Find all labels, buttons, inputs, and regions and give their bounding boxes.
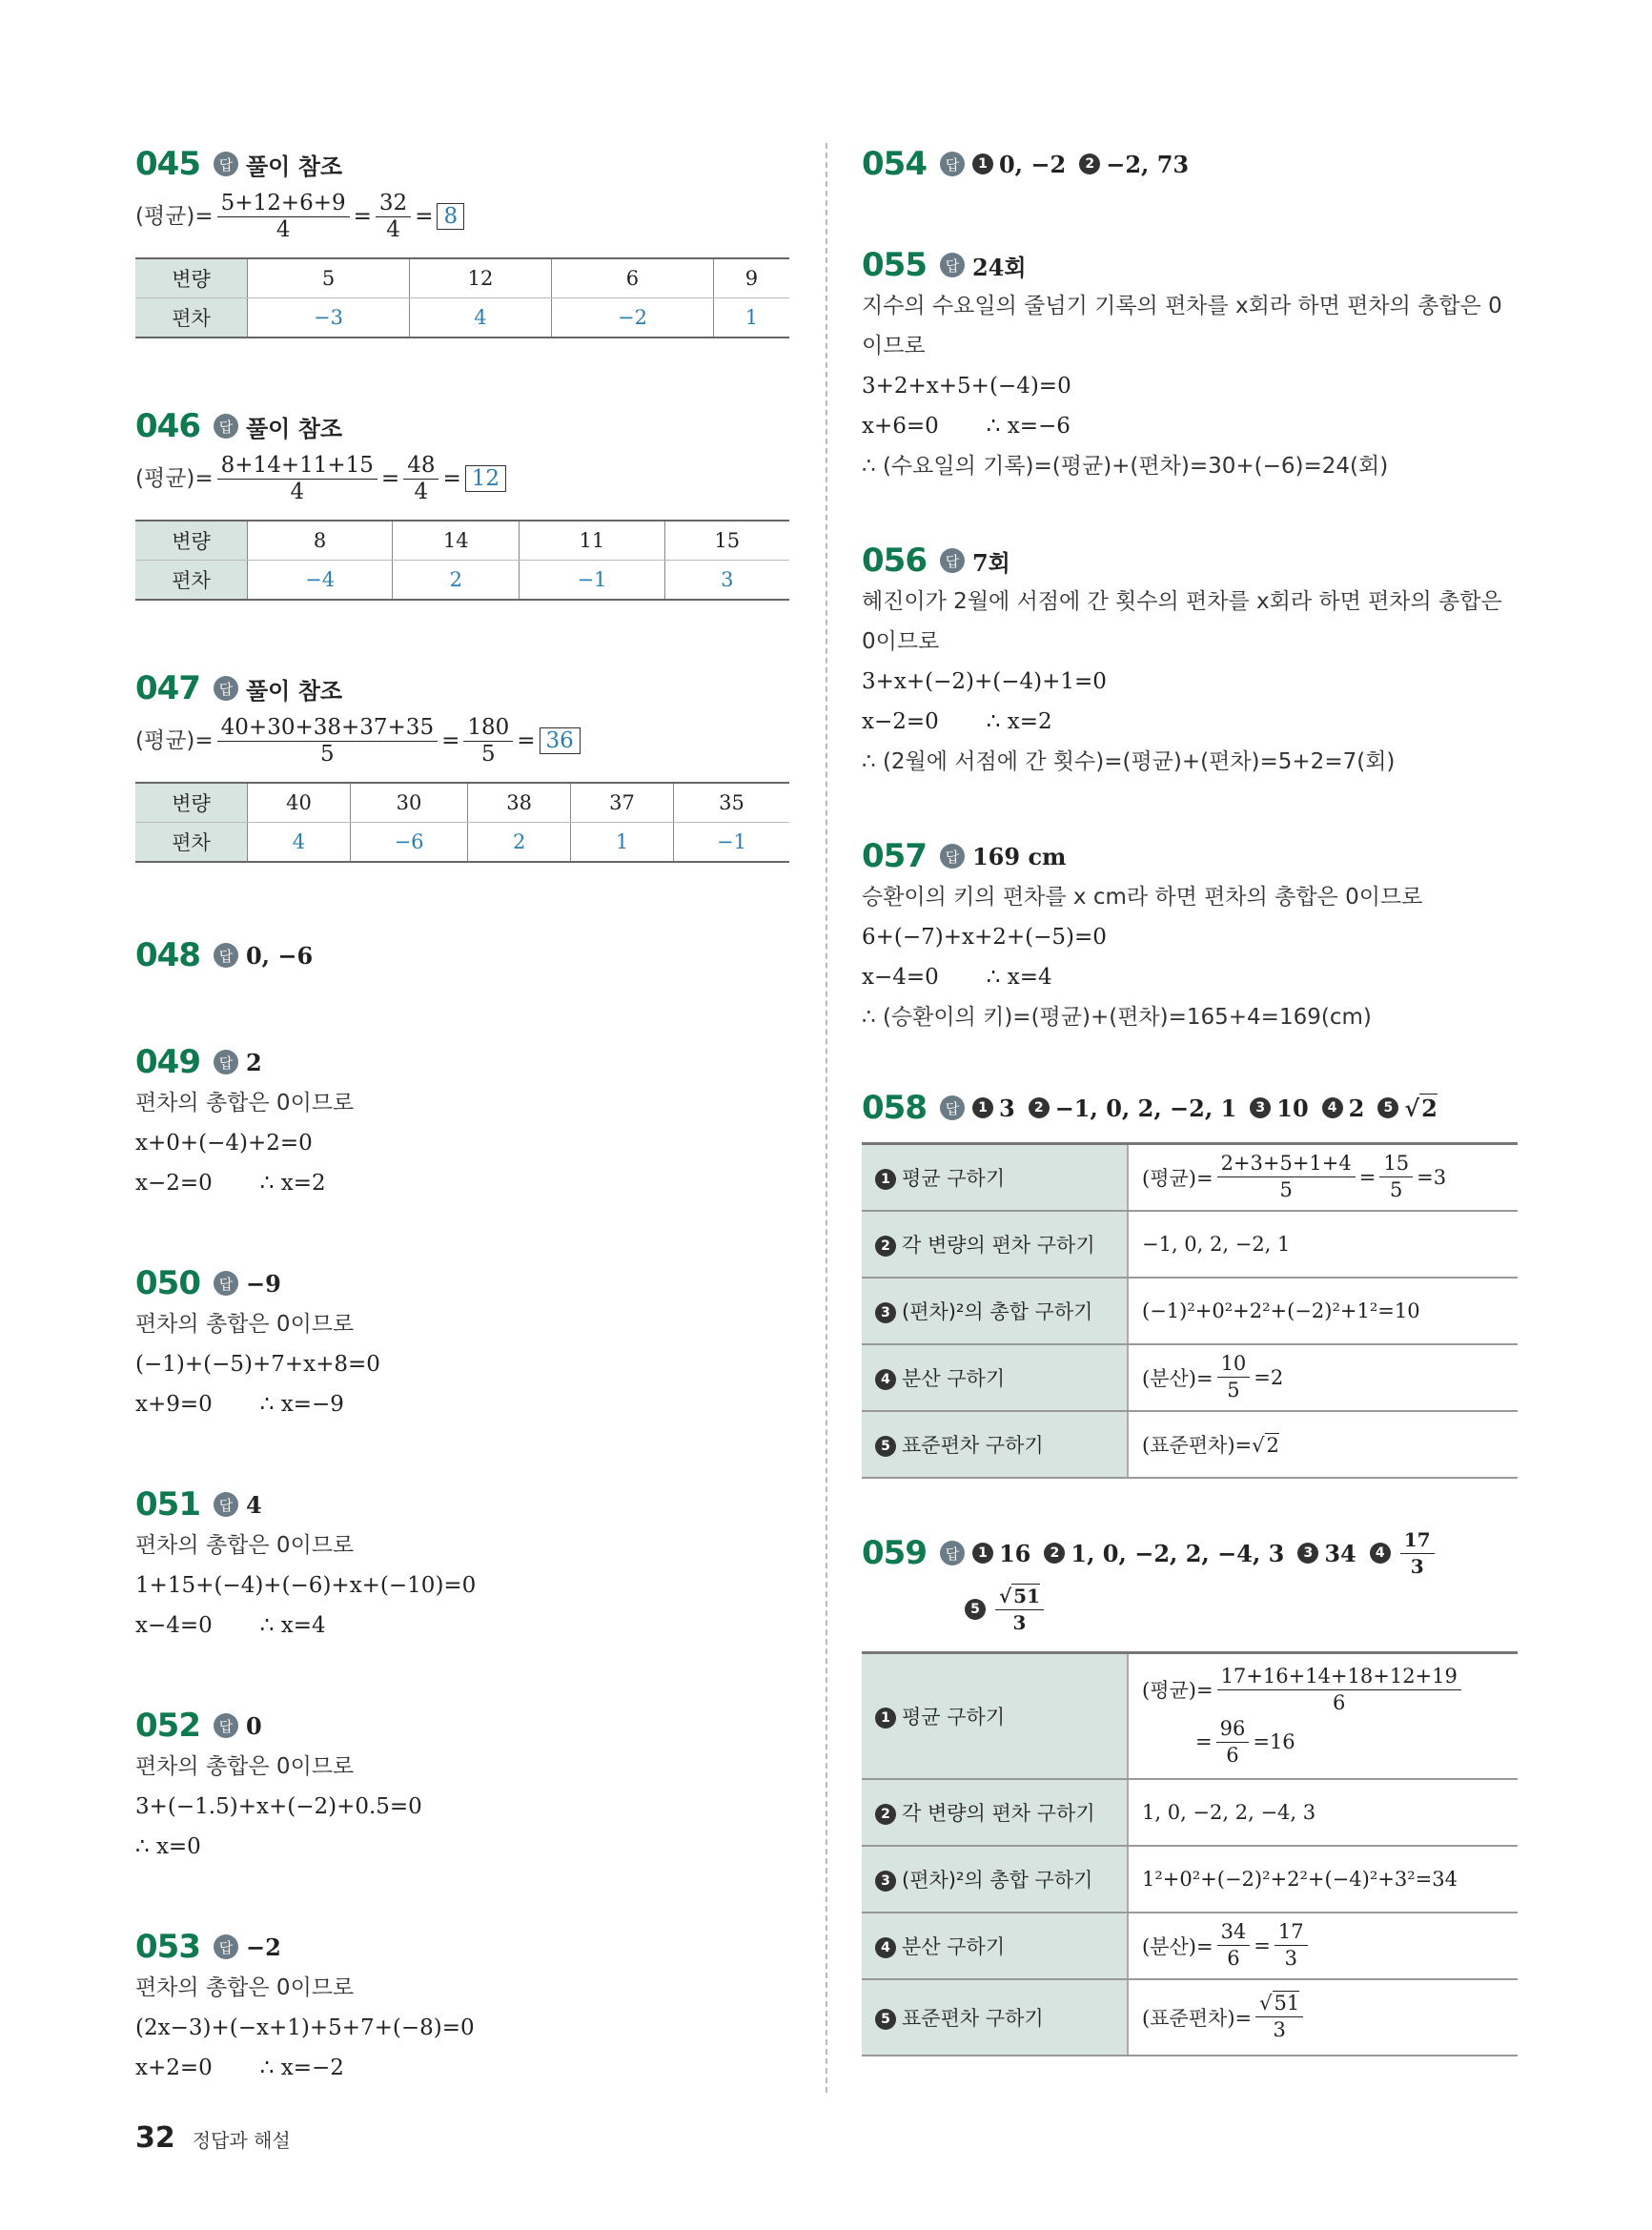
answer: 풀이 참조 — [245, 415, 343, 442]
answer: −9 — [245, 1269, 281, 1298]
problem-number: 048 — [135, 936, 200, 974]
solution-steps-table: 1 평균 구하기 (평균)= $\frac{17+16+14+18+12+19}{6}$ = $\frac{96}{6}$ =16 2 각 변량의 편차 구하기 1, 0, −2, 2, −4, 3 3 (편차)²의 총합 구하기 1²+0²+(−2)²+2²+(−4)²+3²=34 4 분산 구하기 (분산)= $\frac{34}{6}$ = $\frac{17}{3}$ 5 표준편차 구하기 (표준편차)= $\frac{√51}{3}$ — [862, 1651, 1518, 2056]
page-footer — [135, 2121, 291, 2155]
answer-badge: 답 — [214, 1713, 238, 1738]
solution-steps-table: 1 평균 구하기 (평균)= $\frac{2+3+5+1+4}{5}$ = $\frac{15}{5}$ =3 2 각 변량의 편차 구하기 −1, 0, 2, −2, 1 3 (편차)²의 총합 구하기 (−1)²+0²+2²+(−2)²+1²=10 4 분산 구하기 (분산)= $\frac{10}{5}$ =2 5 표준편차 구하기 (표준편차)=√2 — [862, 1142, 1518, 1479]
problem-053: 053 답 −2 편차의 총합은 0이므로 (2x−3)+(−x+1)+5+7+(−8)=0 x+2=0 ∴ x=−2 — [135, 1928, 475, 2080]
answer-badge: 답 — [940, 844, 965, 869]
problem-047 — [135, 667, 789, 863]
problem-number: 059 — [862, 1534, 927, 1572]
problem-059: 059 답 1 16 2 1, 0, −2, 2, −4, 3 3 34 4 $\frac{17}{3}$ 5 $\frac{√ 51}{3}$ 1 평균 구하기 (평균)= $\frac{17+16+14+18+12+19}{6}$ = $\frac{96}{6}$ =16 2 각 변량의 편차 구하기 1, 0, −2, 2, −4, 3 3 (편차)²의 총합 구하기 1²+0²+(−2)²+2²+(−4)²+3²=34 4 분산 구하기 (분산)= $\frac{34}{6}$ = $\frac{17}{3}$ 5 표준편차 구하기 (표준편차)= $\frac{√51}{3}$ — [862, 1525, 1518, 2056]
boxed-answer: 36 — [540, 727, 581, 754]
deviation-table: 변량 5 12 6 9 편차 −3 4 −2 1 — [135, 257, 789, 338]
fraction: $\frac{40+30+38+37+35}{5}$ — [217, 715, 438, 767]
problem-058: 058 답 1 3 2 −1, 0, 2, −2, 1 3 10 4 2 5 √2 1 평균 구하기 (평균)= $\frac{2+3+5+1+4}{5}$ = $\frac{15}{5}$ =3 2 각 변량의 편차 구하기 −1, 0, 2, −2, 1 3 (편차)²의 총합 구하기 (−1)²+0²+2²+(−2)²+1²=10 4 분산 구하기 (분산)= $\frac{10}{5}$ =2 5 표준편차 구하기 (표준편차)=√2 — [862, 1087, 1518, 1479]
answer: 24회 — [971, 253, 1027, 281]
answer: 2 — [245, 1048, 262, 1076]
problem-049: 049 답 2 편차의 총합은 0이므로 x+0+(−4)+2=0 x−2=0 ∴ x=2 — [135, 1043, 355, 1196]
problem-050: 050 답 −9 편차의 총합은 0이므로 (−1)+(−5)+7+x+8=0 x+9=0 ∴ x=−9 — [135, 1264, 380, 1417]
problem-number: 055 — [862, 246, 927, 284]
problem-048 — [135, 934, 789, 976]
page-number: 32 — [135, 2121, 175, 2155]
problem-number: 058 — [862, 1089, 927, 1127]
problem-051: 051 답 4 편차의 총합은 0이므로 1+15+(−4)+(−6)+x+(−10)=0 x−4=0 ∴ x=4 — [135, 1485, 477, 1638]
answer: 풀이 참조 — [245, 153, 343, 180]
answer-badge: 답 — [940, 152, 965, 176]
answer: 0 — [245, 1711, 262, 1740]
problem-number: 049 — [135, 1043, 200, 1081]
problem-number: 054 — [862, 145, 927, 183]
column-divider — [826, 143, 827, 2093]
answer-badge: 답 — [214, 1050, 238, 1074]
problem-057: 057 답 169 cm 승환이의 키의 편차를 x cm라 하면 편차의 총합은 0이므로 6+(−7)+x+2+(−5)=0 x−4=0 ∴ x=4 ∴ (승환이의 키)=(평균)+(편차)=165+4=169(cm) — [862, 837, 1423, 1030]
deviation-table: 변량 8 14 11 15 편차 −4 2 −1 3 — [135, 520, 789, 601]
problem-056: 056 답 7회 혜진이가 2월에 서점에 간 횟수의 편차를 x회라 하면 편차의 총합은 0이므로 3+x+(−2)+(−4)+1=0 x−2=0 ∴ x=2 ∴ (2월에 서점에 간 횟수)=(평균)+(편차)=5+2=7(회) — [862, 542, 1502, 774]
boxed-answer: 12 — [465, 465, 506, 492]
problem-number: 057 — [862, 837, 927, 875]
problem-number: 050 — [135, 1264, 200, 1302]
mean-formula: (평균)= $\frac{40+30+38+37+35}{5}$ = $\frac{180}{5}$ = 36 — [135, 709, 789, 772]
answer-badge: 답 — [214, 152, 238, 176]
answer: 0, −6 — [245, 941, 314, 970]
answer-badge: 답 — [214, 676, 238, 701]
problem-number: 051 — [135, 1485, 200, 1524]
problem-number: 045 — [135, 145, 200, 183]
problem-number: 046 — [135, 407, 200, 445]
fraction: $\frac{32}{4}$ — [376, 191, 411, 243]
answer: 169 cm — [971, 842, 1067, 870]
answer: −2 — [245, 1933, 281, 1961]
problem-number: 056 — [862, 542, 927, 580]
problem-054: 054 답 1 0, −2 2 −2, 73 — [862, 145, 1190, 183]
problem-052: 052 답 0 편차의 총합은 0이므로 3+(−1.5)+x+(−2)+0.5=0 ∴ x=0 — [135, 1707, 422, 1859]
problem-number: 052 — [135, 1707, 200, 1745]
answer-badge: 답 — [940, 548, 965, 573]
problem-045 — [135, 143, 789, 338]
problem-number: 047 — [135, 669, 200, 707]
boxed-answer: 8 — [437, 203, 464, 230]
fraction: $\frac{8+14+11+15}{4}$ — [217, 453, 377, 505]
answer-badge: 답 — [214, 943, 238, 968]
problem-055: 055 답 24회 지수의 수요일의 줄넘기 기록의 편차를 x회라 하면 편차의 총합은 0 이므로 3+2+x+5+(−4)=0 x+6=0 ∴ x=−6 ∴ (수요일의 기록)=(평균)+(편차)=30+(−6)=24(회) — [862, 246, 1502, 479]
problem-number: 053 — [135, 1928, 200, 1966]
footer-label: 정답과 해설 — [192, 2129, 291, 2152]
fraction: $\frac{180}{5}$ — [463, 715, 513, 767]
answer-badge: 답 — [214, 1492, 238, 1517]
mean-formula: (평균)= $\frac{8+14+11+15}{4}$ = $\frac{48}{4}$ = 12 — [135, 447, 789, 510]
answer-badge: 답 — [214, 414, 238, 439]
answer-badge: 답 — [214, 1934, 238, 1959]
answer-badge: 답 — [940, 1095, 965, 1120]
answer: 4 — [245, 1490, 262, 1519]
deviation-table: 변량 40 30 38 37 35 편차 4 −6 2 1 −1 — [135, 782, 789, 863]
mean-formula: (평균)= $\frac{5+12+6+9}{4}$ = $\frac{32}{4}$ = 8 — [135, 185, 789, 248]
fraction: $\frac{48}{4}$ — [403, 453, 438, 505]
answer: 7회 — [971, 548, 1010, 577]
answer-badge: 답 — [214, 1271, 238, 1296]
answer-badge: 답 — [940, 253, 965, 277]
problem-046 — [135, 405, 789, 601]
fraction: $\frac{5+12+6+9}{4}$ — [217, 191, 350, 243]
answer: 풀이 참조 — [245, 677, 343, 705]
answer-badge: 답 — [940, 1541, 965, 1565]
